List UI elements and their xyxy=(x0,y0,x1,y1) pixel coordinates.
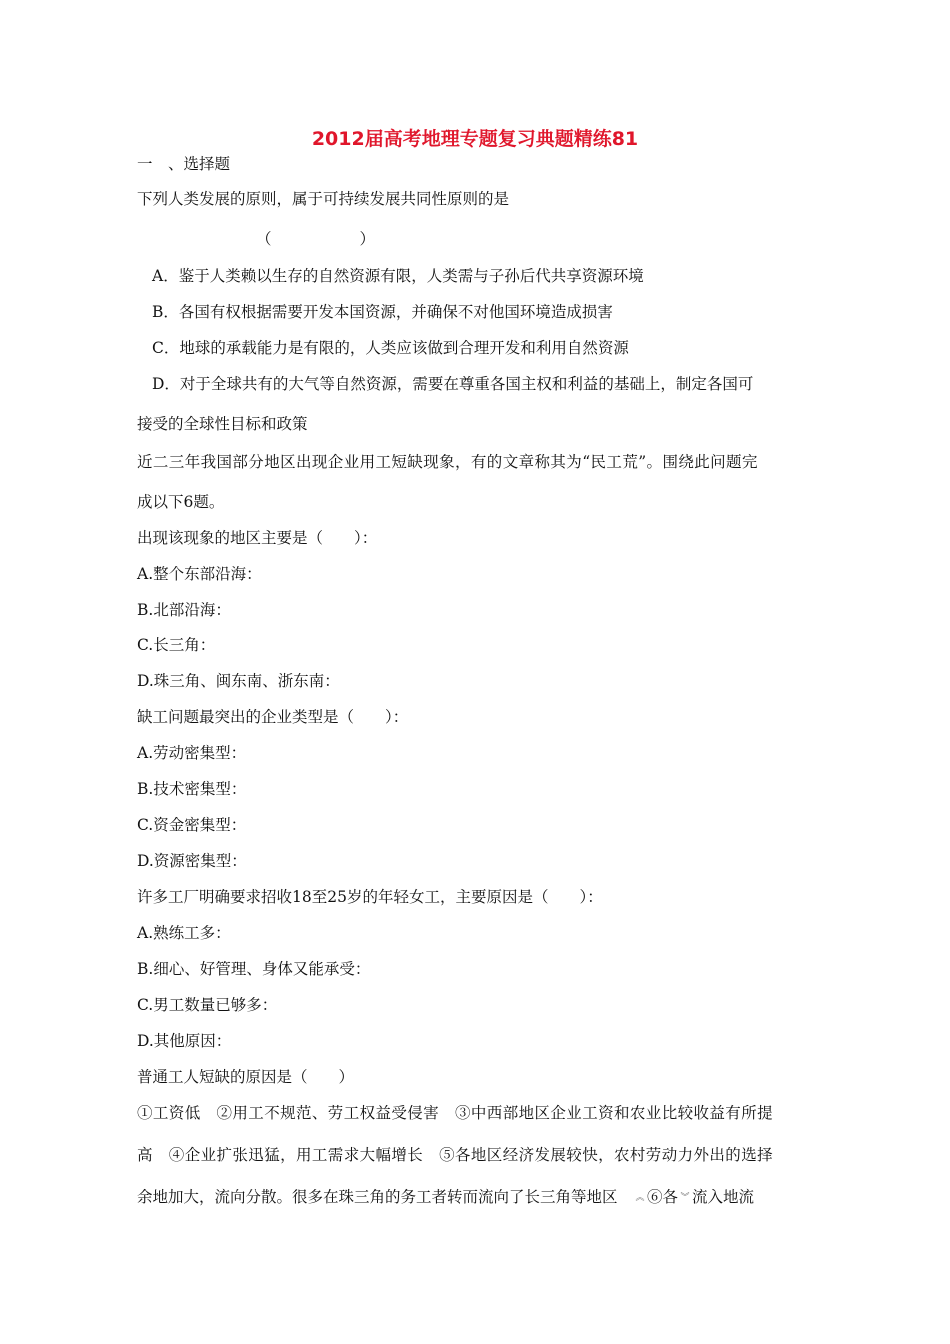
watermark-up-chevron-icon: ︽ xyxy=(635,1193,645,1203)
question-3-option-d: D.资源密集型： xyxy=(137,852,247,870)
question-2-option-a: A.整个东部沿海： xyxy=(137,565,262,583)
question-2-option-b: B.北部沿海： xyxy=(137,601,231,619)
question-2-stem: 出现该现象的地区主要是（ ）： xyxy=(137,529,378,547)
question-4-option-b: B.细心、好管理、身体又能承受： xyxy=(137,960,371,978)
question-5-text-line-3: 余地加大，流向分散。很多在珠三角的务工者转而流向了长三角等地区 ︽ ⑥各 ︾ 流入地流 xyxy=(137,1186,754,1209)
question-3-option-a: A.劳动密集型： xyxy=(137,744,247,762)
question-2-option-d: D.珠三角、闽东南、浙东南： xyxy=(137,672,340,690)
question-3-stem: 缺工问题最突出的企业类型是（ ）： xyxy=(137,708,409,726)
watermark-down-chevron-icon: ︾ xyxy=(680,1193,690,1203)
question-1-option-c: C．地球的承载能力是有限的，人类应该做到合理开发和利用自然资源 xyxy=(152,339,629,357)
question-1-option-d-continued: 接受的全球性目标和政策 xyxy=(137,415,308,433)
question-4-option-a: A.熟练工多： xyxy=(137,924,231,942)
question-1-option-b: B．各国有权根据需要开发本国资源，并确保不对他国环境造成损害 xyxy=(152,303,613,321)
question-4-stem: 许多工厂明确要求招收18至25岁的年轻女工，主要原因是（ ）： xyxy=(137,888,603,906)
answer-blank: （ ） xyxy=(256,230,376,248)
question-2-option-c: C.长三角： xyxy=(137,636,216,654)
question-1-stem: 下列人类发展的原则，属于可持续发展共同性原则的是 xyxy=(137,190,510,208)
page-title: 2012届高考地理专题复习典题精练81 xyxy=(311,128,639,150)
question-4-option-d: D.其他原因： xyxy=(137,1032,232,1050)
question-4-option-c: C.男工数量已够多： xyxy=(137,996,278,1014)
question-3-option-c: C.资金密集型： xyxy=(137,816,247,834)
question-3-option-b: B.技术密集型： xyxy=(137,780,247,798)
question-5-stem: 普通工人短缺的原因是（ ） xyxy=(137,1068,355,1086)
question-1-option-a: A．鉴于人类赖以生存的自然资源有限，人类需与子孙后代共享资源环境 xyxy=(152,267,644,285)
question-5-text-line-2: 高 ④企业扩张迅猛，用工需求大幅增长 ⑤各地区经济发展较快，农村劳动力外出的选择 xyxy=(137,1146,774,1164)
section-heading: 一 、选择题 xyxy=(137,155,231,173)
question-5-text-line-1: ①工资低 ②用工不规范、劳工权益受侵害 ③中西部地区企业工资和农业比较收益有所提 xyxy=(137,1104,774,1122)
question-1-option-d: D．对于全球共有的大气等自然资源，需要在尊重各国主权和利益的基础上，制定各国可 xyxy=(152,375,754,393)
intro-paragraph-line-1: 近二三年我国部分地区出现企业用工短缺现象，有的文章称其为“民工荒”。围绕此问题完 xyxy=(137,453,758,471)
intro-paragraph-line-2: 成以下6题。 xyxy=(137,493,225,511)
